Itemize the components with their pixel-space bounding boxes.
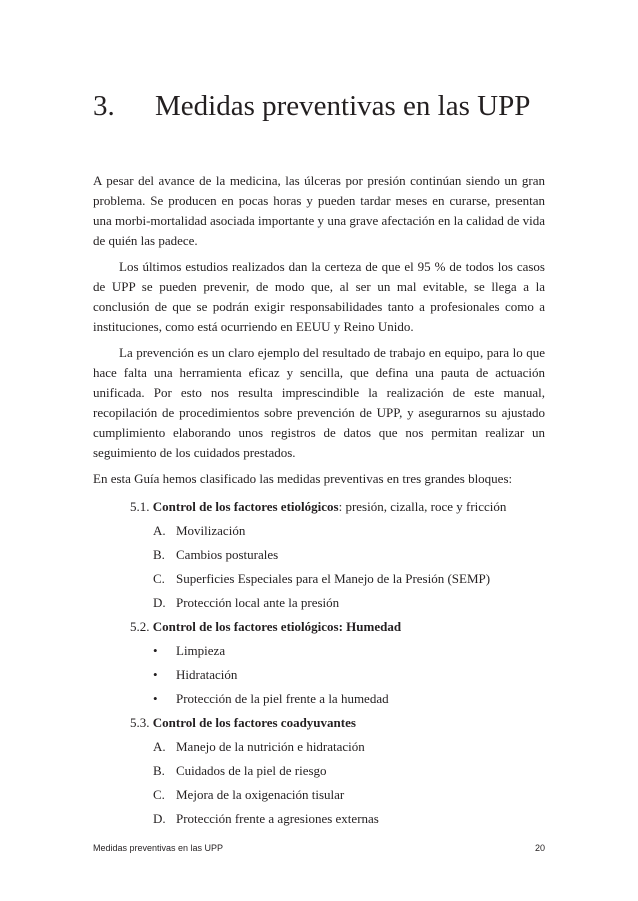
outline-item-marker: C. bbox=[153, 787, 165, 802]
bullet-marker: • bbox=[153, 691, 158, 706]
outline-item-marker: C. bbox=[153, 571, 165, 586]
outline-section-suffix: : presión, cizalla, roce y fricción bbox=[338, 499, 507, 514]
paragraph-studies: Los últimos estudios realizados dan la certeza de que el 95 % de todos los casos de UPP se pueden prevenir, de modo que, al ser un mal evitable, se llega a la conclusión de que se podrán exigir responsabilidades tanto a profesionales como a instituciones, como está ocurriendo en EEUU y Reino Unido. bbox=[93, 259, 545, 334]
outline-section bbox=[93, 711, 545, 735]
outline-item bbox=[93, 519, 545, 543]
outline-list bbox=[93, 495, 545, 831]
section-title: Medidas preventivas en las UPP bbox=[155, 90, 531, 122]
outline-item-text: Limpieza bbox=[176, 643, 226, 658]
bullet-marker: • bbox=[153, 643, 158, 658]
outline-item-text: Protección de la piel frente a la humedad bbox=[176, 691, 389, 706]
outline-item-text: Movilización bbox=[176, 523, 246, 538]
outline-section-title: Control de los factores etiológicos bbox=[152, 499, 339, 514]
paragraph-prevention: La prevención es un claro ejemplo del resultado de trabajo en equipo, para lo que hace falta una herramienta eficaz y sencilla, que defina una pauta de actuación unificada. Por esto nos resulta imprescindible la realización de este manual, recopilación de procedimientos sobre prevención de UPP, y asegurarnos su ajustado cumplimiento elaborando unos registros de datos que nos permitan realizar un seguimiento de los cuidados prestados. bbox=[93, 345, 545, 460]
outline-item bbox=[93, 663, 545, 687]
paragraph-classification: En esta Guía hemos clasificado las medidas preventivas en tres grandes bloques: bbox=[93, 471, 513, 486]
paragraph-intro: A pesar del avance de la medicina, las úlceras por presión continúan siendo un gran problema. Se producen en pocas horas y pueden tardar meses en curarse, presentan una morbi-mortalidad asociada importante y una grave afectación en la calidad de vida de quién las padece. bbox=[93, 173, 545, 248]
outline-section-number: 5.1. bbox=[130, 499, 150, 514]
outline-item-text: Protección frente a agresiones externas bbox=[176, 811, 379, 826]
outline-item-text: Hidratación bbox=[176, 667, 238, 682]
outline-item bbox=[93, 783, 545, 807]
footer-title: Medidas preventivas en las UPP bbox=[93, 843, 224, 853]
outline-section-number: 5.2. bbox=[130, 619, 150, 634]
outline-item-marker: D. bbox=[153, 811, 166, 826]
document-body bbox=[93, 171, 545, 831]
outline-item-text: Mejora de la oxigenación tisular bbox=[176, 787, 345, 802]
outline-section bbox=[93, 495, 545, 519]
outline-item bbox=[93, 759, 545, 783]
outline-item-text: Superficies Especiales para el Manejo de la Presión (SEMP) bbox=[176, 571, 491, 586]
outline-item bbox=[93, 687, 545, 711]
outline-item-text: Cambios posturales bbox=[176, 547, 279, 562]
outline-item bbox=[93, 639, 545, 663]
outline-item-marker: D. bbox=[153, 595, 166, 610]
outline-item bbox=[93, 543, 545, 567]
outline-section bbox=[93, 615, 545, 639]
outline-item-marker: A. bbox=[153, 523, 166, 538]
outline-item bbox=[93, 807, 545, 831]
outline-section-number: 5.3. bbox=[130, 715, 150, 730]
bullet-marker: • bbox=[153, 667, 158, 682]
outline-item bbox=[93, 591, 545, 615]
outline-item-text: Protección local ante la presión bbox=[176, 595, 340, 610]
outline-section-title: Control de los factores etiológicos: Humedad bbox=[152, 619, 402, 634]
outline-item-marker: A. bbox=[153, 739, 166, 754]
outline-item bbox=[93, 567, 545, 591]
outline-item bbox=[93, 735, 545, 759]
outline-item-text: Manejo de la nutrición e hidratación bbox=[176, 739, 365, 754]
outline-item-marker: B. bbox=[153, 547, 165, 562]
outline-section-title: Control de los factores coadyuvantes bbox=[152, 715, 356, 730]
page-number: 20 bbox=[534, 843, 545, 853]
outline-item-marker: B. bbox=[153, 763, 165, 778]
section-number: 3. bbox=[93, 90, 115, 122]
outline-item-text: Cuidados de la piel de riesgo bbox=[176, 763, 327, 778]
